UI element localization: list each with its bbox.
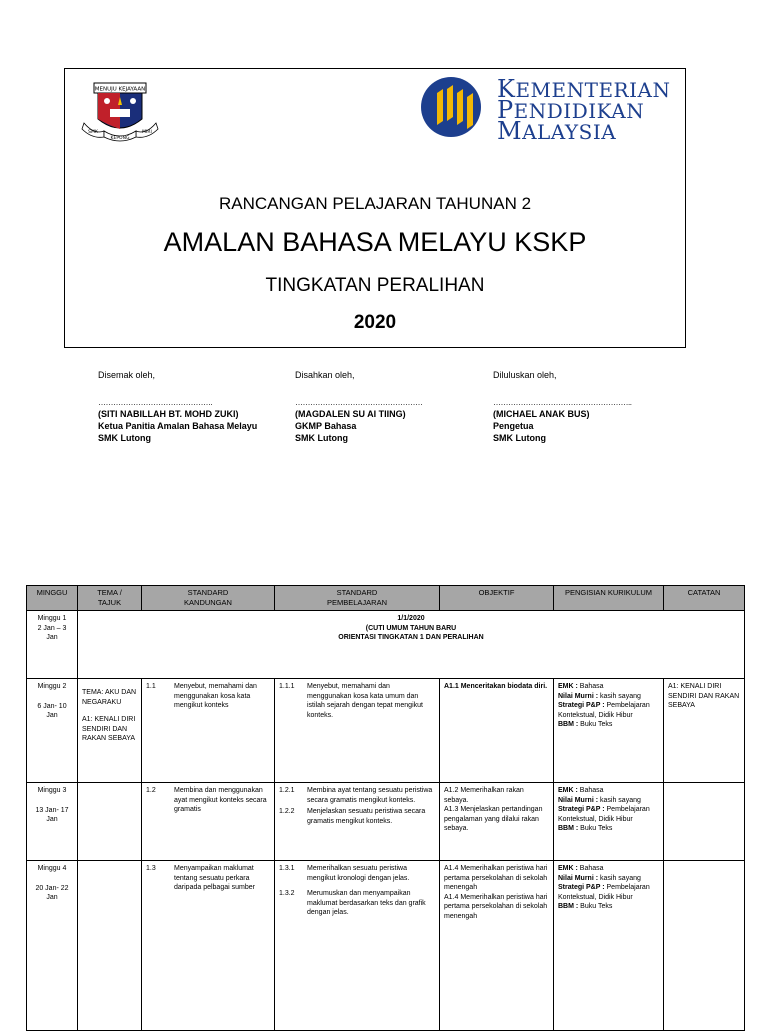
standard-kandungan-cell: 1.1 Menyebut, memahami dan menggunakan kosa kata mengikut konteks [142,679,275,783]
document-title-line3: TINGKATAN PERALIHAN [265,275,485,296]
kpm-logo-icon [417,75,497,139]
standard-pembelajaran-cell: 1.3.1 Memerihalkan sesuatu peristiwa mengikut kronologi dengan jelas. 1.3.2 Merumuskan dan menyampaikan maklumat berdasarkan teks dan grafik dengan jelas. [275,861,440,1031]
signature-title: GKMP Bahasa [295,421,357,431]
standard-kandungan-cell: 1.3 Menyampaikan maklumat tentang sesuatu perkara daripada pelbagai sumber [142,861,275,1031]
kpm-line3-rest: ALAYSIA [522,120,617,144]
signature-name: (SITI NABILLAH BT. MOHD ZUKI) [98,409,239,419]
school-crest-icon [80,79,160,145]
signature-role: Disemak oleh, [98,370,156,380]
kpm-wordmark [497,75,671,145]
table-row [27,611,745,679]
signature-line: ……………………………………………….. [493,398,632,407]
signature-block-reviewed [98,370,298,444]
kpm-line2-cap: P [497,96,514,124]
tema-cell: TEMA: AKU DAN NEGARAKU A1: KENALI DIRI SENDIRI DAN RAKAN SEBAYA [78,679,142,783]
signature-school: SMK Lutong [493,433,546,443]
catatan-cell [664,783,745,861]
standard-kandungan-cell: 1.2 Membina dan menggunakan ayat mengikut konteks secara gramatis [142,783,275,861]
signature-line: ………………………………………. [98,398,213,407]
header-pengisian-kurikulum: PENGISIAN KURIKULUM [554,586,664,611]
kpm-line2-rest: ENDIDIKAN [513,99,645,123]
header-objektif: OBJEKTIF [440,586,554,611]
objektif-cell: A1.2 Memerihalkan rakan sebaya. A1.3 Menjelaskan pertandingan pengalaman yang dilalui rakan sebaya. [440,783,554,861]
pengisian-kurikulum-cell: EMK : Bahasa Nilai Murni : kasih sayang Strategi P&P : Pembelajaran Kontekstual, Didik Hibur BBM : Buku Teks [554,679,664,783]
standard-pembelajaran-cell: 1.2.1 Membina ayat tentang sesuatu peristiwa secara gramatis mengikut konteks. 1.2.2 Menjelaskan sesuatu peristiwa secara gramatis mengikut konteks. [275,783,440,861]
catatan-cell: A1: KENALI DIRI SENDIRI DAN RAKAN SEBAYA [664,679,745,783]
objektif-cell: A1.4 Memerihalkan peristiwa hari pertama persekolahan di sekolah menengah A1.4 Memerihalkan peristiwa hari pertama persekolahan di sekolah menengah [440,861,554,1031]
signature-title: Ketua Panitia Amalan Bahasa Melayu [98,421,258,431]
week-cell: Minggu 1 2 Jan – 3 Jan [27,611,78,679]
holiday-note-cell: 1/1/2020 (CUTI UMUM TAHUN BARU ORIENTASI TINGKATAN 1 DAN PERALIHAN [78,611,745,679]
signature-title: Pengetua [493,421,534,431]
signature-role: Diluluskan oleh, [493,370,557,380]
pengisian-kurikulum-cell: EMK : Bahasa Nilai Murni : kasih sayang Strategi P&P : Pembelajaran Kontekstual, Didik Hibur BBM : Buku Teks [554,861,664,1031]
kpm-line1-rest: EMENTERIAN [515,78,671,102]
cover-box [64,68,686,348]
signature-block-approved [493,370,693,444]
table-row [27,783,745,861]
crest-motto: MENUJU KEJAYAAN [94,86,146,93]
header-tema-tajuk: TEMA / TAJUK [78,586,142,611]
kpm-line3-cap: M [497,117,523,145]
crest-ribbon-right: MIRI [142,130,152,135]
signature-school: SMK Lutong [98,433,151,443]
table-header-row [27,586,745,611]
week-cell: Minggu 4 20 Jan- 22 Jan [27,861,78,1031]
week-cell: Minggu 3 13 Jan- 17 Jan [27,783,78,861]
objektif-cell: A1.1 Menceritakan biodata diri. [440,679,554,783]
tema-cell [78,783,142,861]
signature-line: …………………………………………… [295,398,423,407]
catatan-cell [664,861,745,1031]
crest-ribbon-mid: KEPONG [110,136,130,141]
header-minggu: MINGGU [27,586,78,611]
document-title-line2: AMALAN BAHASA MELAYU KSKP [163,227,587,257]
table-row [27,679,745,783]
document-year: 2020 [353,312,397,333]
document-title-line1: RANCANGAN PELAJARAN TAHUNAN 2 [218,194,532,213]
kpm-logo [417,75,677,145]
header-standard-pembelajaran: STANDARD PEMBELAJARAN [275,586,440,611]
header-standard-kandungan: STANDARD KANDUNGAN [142,586,275,611]
week-cell: Minggu 2 6 Jan- 10 Jan [27,679,78,783]
tema-cell [78,861,142,1031]
signature-name: (MICHAEL ANAK BUS) [493,409,590,419]
signature-school: SMK Lutong [295,433,348,443]
table-row [27,861,745,1031]
signature-block-verified [295,370,495,444]
header-catatan: CATATAN [664,586,745,611]
signature-role: Disahkan oleh, [295,370,355,380]
pengisian-kurikulum-cell: EMK : Bahasa Nilai Murni : kasih sayang Strategi P&P : Pembelajaran Kontekstual, Didik Hibur BBM : Buku Teks [554,783,664,861]
kpm-line1-cap: K [497,75,516,103]
crest-ribbon-left: SMK [88,130,98,135]
standard-pembelajaran-cell: 1.1.1 Menyebut, memahami dan menggunakan kosa kata umum dan istilah sejarah dengan tepat mengikut konteks. [275,679,440,783]
signature-name: (MAGDALEN SU AI TIING) [295,409,406,419]
lesson-plan-table [26,585,745,1031]
